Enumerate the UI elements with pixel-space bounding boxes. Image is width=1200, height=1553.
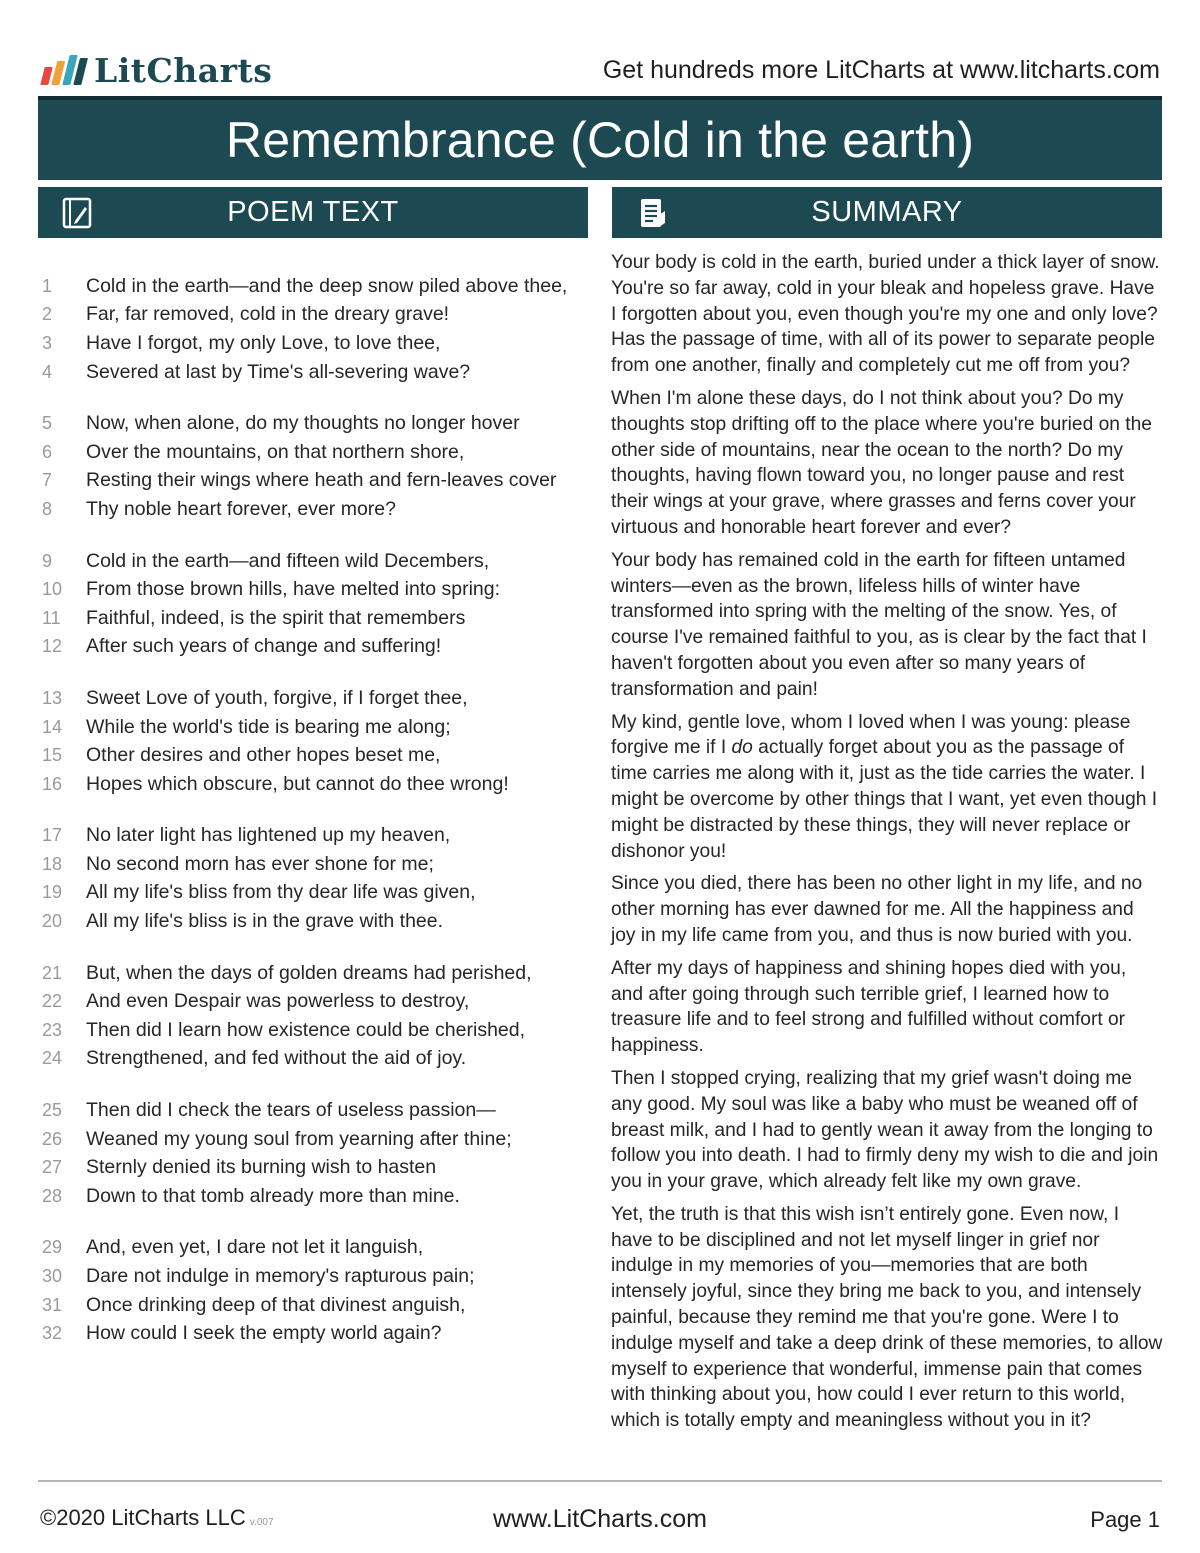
summary-paragraph: When I'm alone these days, do I not think about you? Do my thoughts stop drifting off to the place where you're buried on the other side of mountains, near the ocean to the north? Do my thoughts, having flown toward you, no longer pause and rest their wings at your grave, where grasses and ferns cover your virtuous and honorable heart forever and ever?	[611, 387, 1152, 538]
line-number: 6	[42, 441, 53, 462]
line-text: And even Despair was powerless to destroy,	[86, 990, 470, 1013]
stanza	[38, 959, 598, 1073]
stanza	[38, 1234, 598, 1348]
poem-line	[38, 633, 598, 662]
footer-site-link[interactable]: www.LitCharts.com	[493, 1505, 707, 1533]
line-text: Hopes which obscure, but cannot do thee wrong!	[86, 772, 509, 795]
poem-line	[38, 358, 598, 387]
poem-line	[38, 301, 598, 330]
line-number: 28	[42, 1185, 63, 1206]
poem-line	[38, 575, 598, 604]
summary-text-span: actually forget about you as the passage of time carries me along with it, just as the tide carries the water. I might be overcome by other things that I want, yet even though I might be distracted by these things, they will never replace or dishonor you!	[611, 737, 1158, 862]
line-text: Faithful, indeed, is the spirit that remembers	[86, 606, 466, 629]
stanza	[38, 822, 598, 936]
book-icon	[60, 197, 96, 229]
line-text: Have I forgot, my only Love, to love thee,	[86, 331, 441, 354]
poem-line	[38, 1153, 598, 1182]
line-text: From those brown hills, have melted into spring:	[86, 578, 501, 601]
line-number: 5	[42, 413, 53, 434]
line-text: Strengthened, and fed without the aid of joy.	[86, 1047, 467, 1070]
stanza	[38, 272, 598, 386]
line-text: While the world's tide is bearing me along;	[86, 715, 451, 738]
stanza	[38, 684, 598, 798]
line-text: Resting their wings where heath and fern-leaves cover	[86, 469, 557, 492]
line-text: Once drinking deep of that divinest anguish,	[86, 1293, 466, 1316]
poem-line	[38, 684, 598, 713]
poem-line	[38, 547, 598, 576]
line-number: 15	[42, 745, 63, 766]
line-number: 14	[42, 716, 63, 737]
promo-text: Get hundreds more LitCharts at www.litcharts.com	[602, 56, 1160, 84]
poem-line	[38, 467, 598, 496]
line-text: Sweet Love of youth, forgive, if I forget thee,	[86, 686, 468, 709]
poem-line	[38, 850, 598, 879]
poem-line	[38, 1016, 598, 1045]
line-number: 22	[42, 991, 63, 1012]
document-icon	[634, 197, 670, 229]
line-text: All my life's bliss from thy dear life was given,	[86, 881, 476, 904]
line-number: 7	[42, 470, 53, 491]
stanza	[38, 547, 598, 661]
line-number: 11	[42, 607, 61, 628]
line-number: 26	[42, 1128, 63, 1149]
page-number: Page 1	[1090, 1507, 1160, 1532]
line-text: Severed at last by Time's all-severing wave?	[86, 360, 471, 383]
poem-text-header	[38, 187, 588, 238]
line-text: Other desires and other hopes beset me,	[86, 744, 441, 767]
poem-line	[38, 409, 598, 438]
poem-line	[38, 438, 598, 467]
line-number: 16	[42, 773, 63, 794]
summary-text	[611, 250, 1163, 1441]
poem-line	[38, 822, 598, 851]
poem-text-label: POEM TEXT	[227, 196, 399, 228]
line-number: 4	[42, 361, 53, 382]
line-text: Sternly denied its burning wish to hasten	[86, 1156, 437, 1179]
summary-paragraph	[611, 710, 1163, 865]
summary-text-span: My kind, gentle love, whom I loved when I was young: please forgive me if I	[611, 711, 1131, 759]
line-text: Then did I check the tears of useless passion—	[86, 1099, 496, 1122]
line-number: 2	[42, 304, 53, 325]
title-bar	[38, 96, 1162, 180]
poem-line	[38, 907, 598, 936]
line-text: Now, when alone, do my thoughts no longer hover	[86, 412, 520, 435]
line-number: 3	[42, 332, 53, 353]
summary-paragraph: After my days of happiness and shining hopes died with you, and after going through such terrible grief, I learned how to treasure life and to feel strong and fulfilled without comfort or happiness.	[611, 957, 1127, 1057]
line-text: Far, far removed, cold in the dreary grave!	[86, 303, 450, 326]
line-number: 23	[42, 1019, 63, 1040]
line-number: 27	[42, 1157, 63, 1178]
poem-line	[38, 1291, 598, 1320]
footer-divider	[38, 1480, 1162, 1482]
line-text: Cold in the earth—and fifteen wild Decembers,	[86, 549, 490, 572]
poem-line	[38, 879, 598, 908]
line-text: No later light has lightened up my heaven,	[86, 824, 451, 847]
line-number: 32	[42, 1323, 63, 1344]
line-number: 24	[42, 1048, 63, 1069]
line-text: Dare not indulge in memory's rapturous pain;	[86, 1265, 475, 1288]
line-number: 1	[42, 275, 53, 296]
poem-line	[38, 770, 598, 799]
poem-line	[38, 1125, 598, 1154]
poem-line	[38, 1182, 598, 1211]
line-number: 18	[42, 853, 63, 874]
line-number: 12	[42, 636, 63, 657]
summary-paragraph: Your body is cold in the earth, buried under a thick layer of snow. You're so far away, cold in your bleak and hopeless grave. Have I forgotten about you, even though you're my one and only love? Has the passage of time, with all of its power to separate people from one another, finally and completely cut me off from you?	[611, 252, 1160, 377]
poem-line	[38, 604, 598, 633]
line-number: 25	[42, 1100, 63, 1121]
line-text: How could I seek the empty world again?	[86, 1322, 442, 1345]
line-number: 13	[42, 687, 63, 708]
line-number: 17	[42, 825, 63, 846]
logo-text: LitCharts	[94, 50, 273, 90]
copyright-text: ©2020 LitCharts LLC	[40, 1505, 246, 1530]
line-number: 8	[42, 498, 53, 519]
poem-text	[38, 272, 598, 1371]
poem-line	[38, 495, 598, 524]
line-number: 21	[42, 962, 63, 983]
line-number: 9	[42, 550, 53, 571]
logo-bars-icon	[40, 55, 91, 85]
summary-paragraph: Then I stopped crying, realizing that my grief wasn't doing me any good. My soul was like a baby who must be weaned off of breast milk, and I had to gently wean it away from the longing to follow you into death. I had to firmly deny my wish to die and join you in your grave, which already felt like my own grave.	[611, 1067, 1159, 1193]
stanza	[38, 409, 598, 523]
line-number: 30	[42, 1266, 63, 1287]
line-text: No second morn has ever shone for me;	[86, 852, 434, 875]
poem-line	[38, 329, 598, 358]
line-text: Weaned my young soul from yearning after thine;	[86, 1127, 512, 1150]
version-text: v.007	[249, 1517, 274, 1528]
poem-line	[38, 987, 598, 1016]
poem-line	[38, 1045, 598, 1074]
line-number: 31	[42, 1294, 63, 1315]
line-text: Down to that tomb already more than mine.	[86, 1184, 460, 1207]
summary-paragraph: Since you died, there has been no other light in my life, and no other morning has ever dawned for me. All the happiness and joy in my life came from you, and thus is now buried with you.	[611, 873, 1143, 946]
line-text: Thy noble heart forever, ever more?	[86, 497, 396, 520]
poem-line	[38, 741, 598, 770]
poem-line	[38, 1234, 598, 1263]
stanza	[38, 1096, 598, 1210]
poem-line	[38, 1096, 598, 1125]
line-text: Then did I learn how existence could be cherished,	[86, 1018, 526, 1041]
poem-line	[38, 713, 598, 742]
page-title: Remembrance (Cold in the earth)	[225, 112, 975, 168]
litcharts-logo[interactable]	[44, 50, 272, 90]
summary-emphasis: do	[731, 737, 753, 759]
summary-paragraph: Yet, the truth is that this wish isn’t entirely gone. Even now, I have to be disciplined and not let myself linger in grief nor indulge in my memories of you—memories that are both intensely joyful, since they bring me back to you, and intensely painful, because they remind me that you're gone. Were I to indulge myself and take a deep drink of these memories, to allow myself to experience that wonderful, immense pain that comes with thinking about you, how could I ever return to this world, which is totally empty and meaningless without you in it?	[611, 1203, 1163, 1432]
poem-line	[38, 959, 598, 988]
line-text: Cold in the earth—and the deep snow piled above thee,	[86, 274, 568, 297]
poem-line	[38, 1319, 598, 1348]
summary-paragraph: Your body has remained cold in the earth for fifteen untamed winters—even as the brown, lifeless hills of winter have transformed into spring with the melting of the snow. Yes, of course I've remained faithful to you, as is clear by the fact that I haven't forgotten about you even after so many years of transformation and pain!	[611, 549, 1147, 700]
line-number: 29	[42, 1237, 63, 1258]
line-number: 20	[42, 911, 63, 932]
line-text: All my life's bliss is in the grave with thee.	[86, 910, 444, 933]
summary-header	[612, 187, 1162, 238]
line-text: Over the mountains, on that northern shore,	[86, 440, 465, 463]
poem-line	[38, 272, 598, 301]
summary-label: SUMMARY	[811, 196, 963, 228]
line-number: 10	[42, 579, 63, 600]
line-number: 19	[42, 882, 63, 903]
line-text: But, when the days of golden dreams had perished,	[86, 961, 532, 984]
poem-line	[38, 1262, 598, 1291]
line-text: And, even yet, I dare not let it languish,	[86, 1236, 424, 1259]
line-text: After such years of change and suffering!	[86, 635, 442, 658]
